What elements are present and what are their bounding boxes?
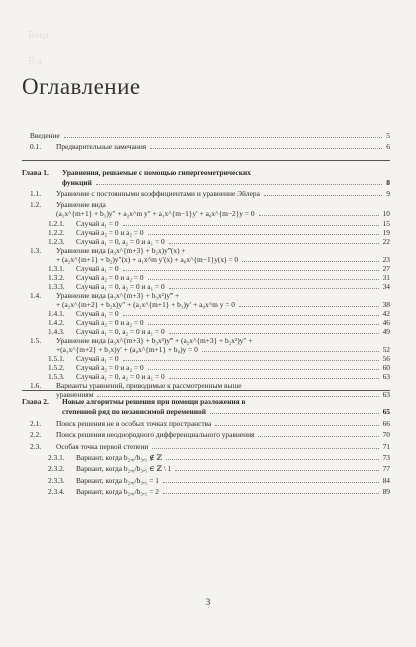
toc-entry-title: степенной ряд по независимой переменной (62, 407, 206, 416)
toc-entry-title: Уравнение вида (a₃x^{m+3} + b₃x²)y‴ + (56, 291, 180, 300)
toc-entry-number: 2.2. (30, 430, 42, 440)
leader-dots (148, 318, 379, 325)
toc-entry-number: 1.1. (30, 189, 42, 198)
ghost-text-2: В а (28, 56, 42, 67)
toc-entry-title: +(a₁x^{m+2} + b₁x)y′ + (a₀x^{m+1} + b₀)y = 0 (56, 345, 198, 354)
leader-dots (163, 487, 379, 494)
toc-entry-number: 1.3.1. (48, 264, 65, 273)
leader-dots (64, 131, 383, 138)
toc-entry-title: Вариант, когда b₂,₀/b₃,₁ ∈ ℤ \ 1 (76, 464, 172, 474)
toc-entry[interactable] (22, 442, 390, 452)
toc-entry-page: 63 (382, 372, 390, 381)
leader-dots (123, 309, 379, 316)
leader-dots (264, 189, 382, 196)
leader-dots (239, 300, 379, 307)
leader-dots (97, 390, 378, 397)
toc-entry-number: 2.3. (30, 441, 42, 451)
toc-entry-page: 66 (382, 419, 390, 428)
toc-entry-number: 1.4.1. (48, 309, 65, 318)
toc-entry-page: 52 (382, 345, 390, 354)
leader-dots (210, 407, 379, 414)
toc-entry-number: 1.3.3. (48, 282, 65, 291)
leader-dots (150, 142, 382, 149)
toc-entry-intro[interactable] (22, 131, 390, 141)
toc-entry-number: 1.2.1. (48, 219, 65, 228)
toc-entry-page: 49 (382, 327, 390, 336)
toc-entry-number: 1.5. (30, 336, 42, 345)
toc-entry-page: 71 (382, 441, 390, 451)
toc-entry-page: 10 (382, 209, 390, 218)
toc-entry-title: Предварительные замечания (56, 142, 147, 151)
toc-entry-page: 23 (382, 255, 390, 264)
toc-entry-number: 1.5.3. (48, 372, 65, 381)
toc-entry-number: 1.2.2. (48, 228, 65, 237)
toc-entry[interactable] (22, 464, 390, 474)
leader-dots (242, 255, 379, 262)
leader-dots (148, 273, 379, 280)
leader-dots (166, 453, 379, 460)
toc-entry-number: 2.3.2. (48, 464, 65, 474)
toc-entry-number: 1.3. (30, 246, 42, 255)
leader-dots (169, 237, 379, 244)
toc-entry-number: 1.4. (30, 291, 42, 300)
leader-dots (258, 430, 378, 437)
toc-entry-title: Особая точка первой степени (56, 441, 149, 451)
toc-entry[interactable] (22, 453, 390, 463)
toc-entry-title: Случай a₁ = 0, a₂ = 0 и a₁ = 0 (76, 372, 165, 381)
toc-entry[interactable] (22, 419, 390, 429)
chapter-2-heading[interactable] (22, 397, 390, 407)
toc-entry-title: функций (62, 178, 92, 187)
leader-dots (152, 442, 378, 449)
toc-entry-number: 0.1. (30, 142, 42, 151)
toc-entry-continuation[interactable] (22, 209, 390, 219)
toc-entry-page: 38 (382, 300, 390, 309)
toc-entry-page: 27 (382, 264, 390, 273)
chapter-1-heading-cont[interactable] (22, 178, 390, 188)
leader-dots (215, 419, 378, 426)
leader-dots (175, 464, 378, 471)
toc-entry-page: 9 (386, 189, 390, 198)
toc-entry-page: 34 (382, 282, 390, 291)
page-number: 3 (205, 597, 211, 607)
toc-entry-title: Случай a₁ = 0 (76, 264, 119, 273)
toc-entry-title: Случай a₁ = 0, a₂ = 0 и a₁ = 0 (76, 327, 165, 336)
toc-entry-number: 1.3.2. (48, 273, 65, 282)
toc-entry[interactable] (22, 476, 390, 486)
leader-dots (259, 209, 379, 216)
toc-entry-title: + (a₂x^{m+2} + b₂x)y″ + (a₁x^{m+1} + b₁)y′ + a₀x^m y = 0 (56, 300, 235, 309)
toc-entry-number: 1.5.2. (48, 363, 65, 372)
toc-entry-page: 6 (386, 142, 390, 151)
leader-dots (96, 178, 382, 185)
toc-entry-number: 2.1. (30, 419, 42, 428)
toc-entry-page: 8 (386, 178, 390, 187)
toc-entry-title: Поиск решения не в особых точках пространства (56, 419, 212, 428)
leader-dots (163, 476, 379, 483)
toc-entry-number: 2.3.3. (48, 475, 65, 485)
chapter-1-heading[interactable] (22, 168, 390, 178)
toc-entry-title: Вариант, когда b₂,₀/b₃,₁ ∉ ℤ (76, 452, 162, 462)
toc-entry-page: 60 (382, 363, 390, 372)
toc-entry-page: 5 (386, 131, 390, 140)
toc-entry-title: Случай a₂ = 0 и a₂ = 0 (76, 228, 144, 237)
toc-entry-title: + (a₂x^{m+1} + b₂)y″(x) + a₁x^m y′(x) + a₀x^{m−1}y(x) = 0 (56, 255, 239, 264)
leader-dots (169, 372, 379, 379)
toc-entry-title: Случай a₁ = 0 (76, 219, 119, 228)
toc-entry-number: Глава 2. (22, 397, 49, 406)
toc-entry-title: Уравнение вида (56, 200, 106, 209)
chapter-2-heading-cont[interactable] (22, 407, 390, 417)
leader-dots (123, 219, 379, 226)
section-divider (22, 390, 390, 391)
toc-entry-title: Варианты уравнений, приводимые к рассмотренным выше (56, 381, 242, 390)
toc-entry-number: 2.3.1. (48, 452, 65, 462)
toc-entry-page: 22 (382, 237, 390, 246)
toc-entry[interactable] (22, 189, 390, 199)
leader-dots (169, 327, 379, 334)
toc-entry-number: 2.3.4. (48, 486, 65, 496)
toc-entry-number: Глава 1. (22, 168, 49, 177)
section-divider (22, 160, 390, 161)
toc-entry-title: Случай a₂ = 0 и a₂ = 0 (76, 363, 144, 372)
toc-entry-title: Случай a₁ = 0 (76, 354, 119, 363)
toc-entry-title: уравнениям (56, 390, 94, 399)
toc-entry-number: 1.2.3. (48, 237, 65, 246)
toc-entry-page: 89 (382, 486, 390, 496)
leader-dots (123, 264, 379, 271)
toc-entry-page: 42 (382, 309, 390, 318)
toc-entry-title: (a₁x^{m+1} + b₁)y″ + a₂x^m y″ + a₁x^{m−1}y′ + a₀x^{m−2}y = 0 (56, 209, 255, 218)
toc-entry-page: 15 (382, 219, 390, 228)
toc-entry-page: 56 (382, 354, 390, 363)
toc-entry-page: 65 (382, 407, 390, 416)
toc-entry-title: Случай a₂ = 0 и a₂ = 0 (76, 273, 144, 282)
leader-dots (123, 354, 379, 361)
toc-entry-title: Случай a₁ = 0, a₂ = 0 и a₁ = 0 (76, 237, 165, 246)
ghost-text-1: Введ (28, 30, 49, 41)
toc-entry-page: 84 (382, 475, 390, 485)
toc-entry-title: Случай a₁ = 0, a₂ = 0 и a₁ = 0 (76, 282, 165, 291)
toc-entry-number: 1.4.2. (48, 318, 65, 327)
toc-entry-intro[interactable] (22, 142, 390, 152)
toc-entry-page: 70 (382, 430, 390, 440)
toc-entry-number: 1.2. (30, 200, 42, 209)
toc-entry-title: Уравнение с постоянными коэффициентами и уравнение Эйлера (56, 189, 260, 198)
toc-entry-title: Уравнение вида (a₃x^{m+3} + b₂x)y‴(x) + (56, 246, 186, 255)
toc-entry-page: 19 (382, 228, 390, 237)
leader-dots (148, 228, 379, 235)
toc-entry-title: Уравнение вида (a₃x^{m+3} + b₃x³)y‴ + (a₂x^{m+3} + b₂x²)y″ + (56, 336, 253, 345)
toc-entry-title: Поиск решения неоднородного дифференциального уравнения (56, 430, 255, 440)
toc-entry-number: 1.5.1. (48, 354, 65, 363)
toc-entry-page: 46 (382, 318, 390, 327)
toc-entry-title: Случай a₂ = 0 и a₂ = 0 (76, 318, 144, 327)
toc-entry-title: Вариант, когда b₂,₀/b₃,₁ = 1 (76, 475, 159, 485)
toc-entry-title: Введение (30, 131, 60, 140)
toc-entry-number: 1.6. (30, 381, 42, 390)
toc-entry-page: 73 (382, 452, 390, 462)
toc-entry-title: Вариант, когда b₂,₀/b₃,₁ = 2 (76, 486, 159, 496)
toc-entry-page: 31 (382, 273, 390, 282)
page-title: Оглавление (22, 74, 141, 99)
leader-dots (148, 363, 379, 370)
toc-entry-title: Новые алгоритмы решения при помощи разложения в (62, 397, 246, 406)
toc-entry-title: Уравнения, решаемые с помощью гипергеометрических (62, 168, 251, 177)
toc-entry-page: 63 (382, 390, 390, 399)
leader-dots (202, 345, 379, 352)
toc-entry-number: 1.4.3. (48, 327, 65, 336)
toc-entry[interactable] (22, 487, 390, 497)
leader-dots (169, 282, 379, 289)
toc-entry-title: Случай a₁ = 0 (76, 309, 119, 318)
toc-entry-page: 77 (382, 464, 390, 474)
toc-entry[interactable] (22, 430, 390, 440)
